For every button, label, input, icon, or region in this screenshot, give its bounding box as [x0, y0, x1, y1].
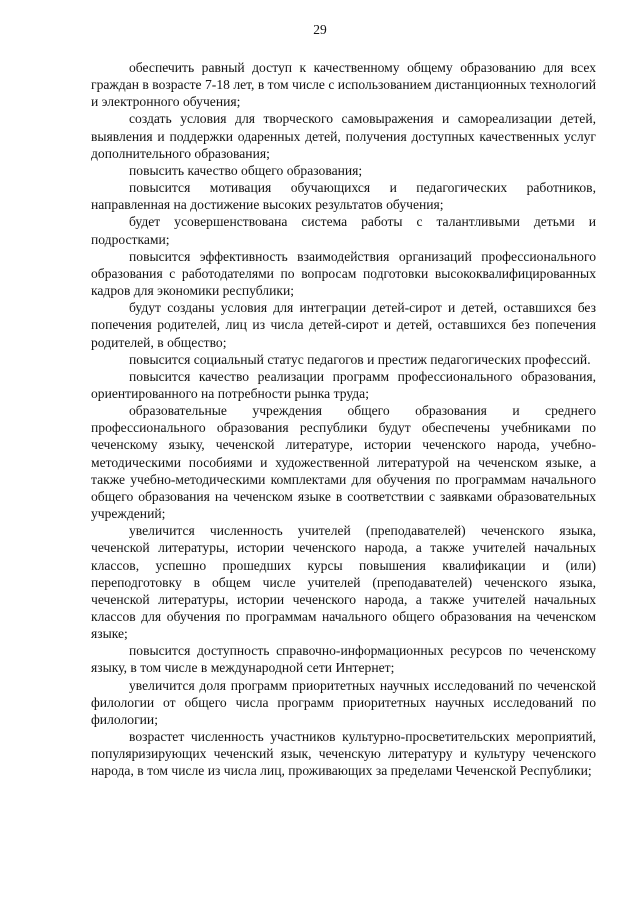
- paragraph: повысится качество реализации программ профессионального образования, ориентированного на потребности рынка труда;: [91, 368, 596, 401]
- paragraph: будет усовершенствована система работы с талантливыми детьми и подростками;: [91, 214, 596, 247]
- paragraph: возрастет численность участников культурно-просветительских мероприятий, популяризирующих чеченский язык, чеченскую литературу и культуру чеченского народа, в том числе из числа лиц, проживающих за пределами Чеченской Республики;: [91, 729, 596, 779]
- paragraph: создать условия для творческого самовыражения и самореализации детей, выявления и поддержки одаренных детей, получения доступных качественных услуг дополнительного образования;: [91, 111, 596, 161]
- paragraph: увеличится численность учителей (преподавателей) чеченского языка, чеченской литературы, истории чеченского народа, а также учителей начальных классов, успешно прошедших курсы повышения квалификации и (или) переподготовку в общем числе учителей (преподавателей) чеченского языка, чеченской литературы, истории чеченского народа, а также учителей начальных классов для обучения по программам начального общего образования на чеченском языке;: [91, 523, 596, 642]
- paragraph: будут созданы условия для интеграции детей-сирот и детей, оставшихся без попечения родителей, лиц из числа детей-сирот и детей, оставшихся без попечения родителей, в общество;: [91, 300, 596, 350]
- paragraph: повысить качество общего образования;: [129, 162, 363, 178]
- paragraph: повысится доступность справочно-информационных ресурсов по чеченскому языку, в том числе в международной сети Интернет;: [91, 643, 596, 676]
- paragraph: увеличится доля программ приоритетных научных исследований по чеченской филологии от общего числа программ приоритетных научных исследований по филологии;: [91, 677, 596, 727]
- paragraph: повысится мотивация обучающихся и педагогических работников, направленная на достижение высоких результатов обучения;: [91, 180, 596, 213]
- paragraph: обеспечить равный доступ к качественному общему образованию для всех граждан в возрасте 7-18 лет, в том числе с использованием дистанционных технологий и электронного обучения;: [91, 60, 596, 110]
- document-body: [91, 59, 596, 780]
- paragraph: образовательные учреждения общего образования и среднего профессионального образования республики будут обеспечены учебниками по чеченскому языку, чеченской литературе, истории чеченского народа, учебно-методическими пособиями и художественной литературой на чеченском языке, а также учебно-методическими комплектами для обучения по программам начального общего образования на чеченском языке в соответствии с заявками образовательных учреждений;: [91, 403, 596, 522]
- paragraph: повысится социальный статус педагогов и престиж педагогических профессий.: [129, 351, 591, 367]
- page-number: 29: [313, 22, 327, 37]
- paragraph: повысится эффективность взаимодействия организаций профессионального образования с работодателями по вопросам подготовки высококвалифицированных кадров для экономики республики;: [91, 248, 596, 299]
